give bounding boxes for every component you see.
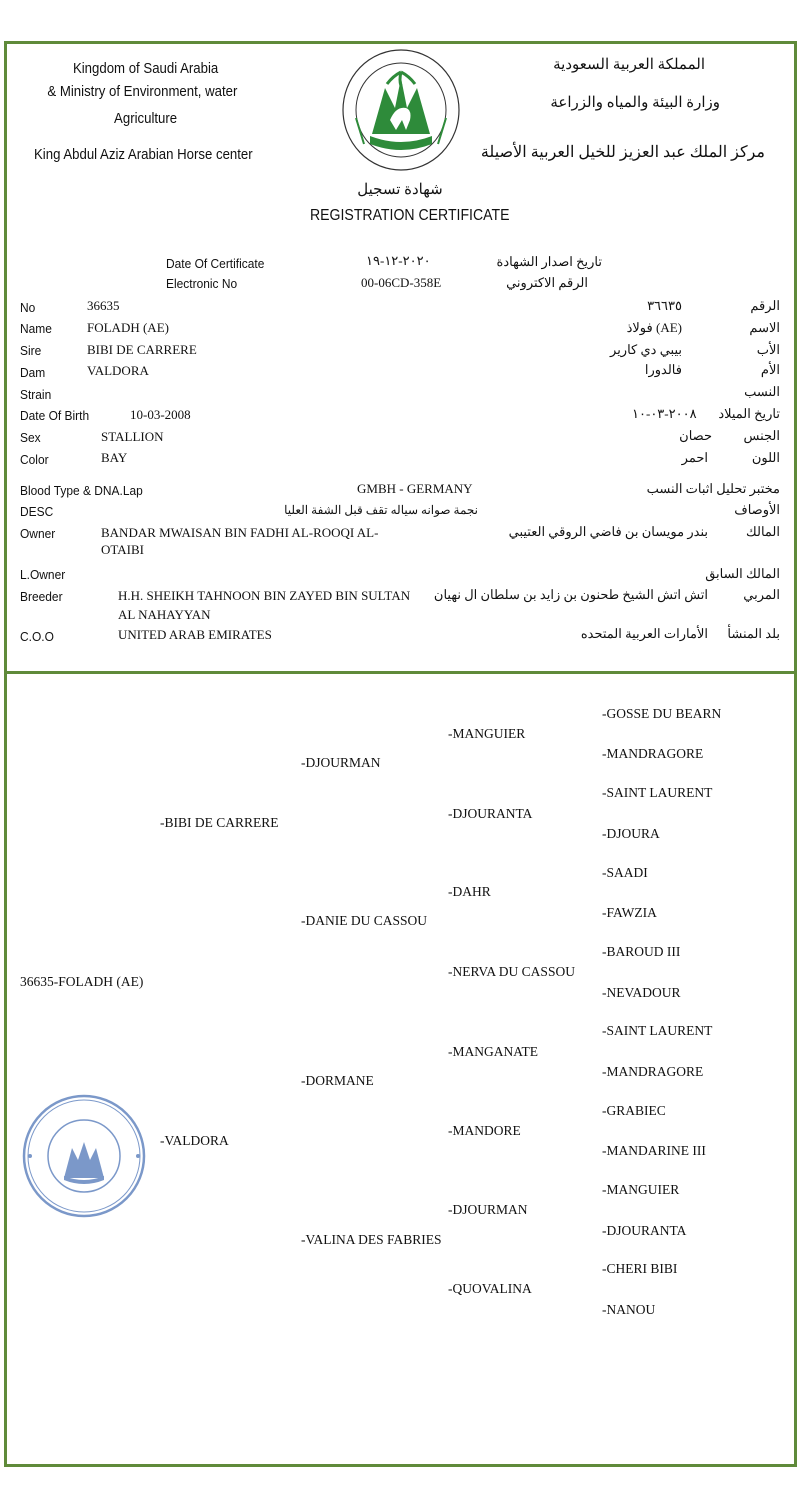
no-value: 36635: [87, 298, 120, 313]
pedigree-gen3-item: -NERVA DU CASSOU: [448, 964, 575, 979]
pedigree-gen3-item: -MANDORE: [448, 1123, 521, 1138]
desc-label: DESC: [20, 504, 54, 519]
breeder-label: Breeder: [20, 589, 63, 604]
breeder-label-ar: المربي: [743, 587, 780, 602]
pedigree-gen1-item: -BIBI DE CARRERE: [160, 815, 279, 830]
color-value: BAY: [101, 450, 128, 465]
pedigree-gen4-item: -DJOURANTA: [602, 1223, 687, 1238]
header-en-line2: & Ministry of Environment, water: [47, 83, 238, 100]
pedigree-gen4-item: -MANGUIER: [602, 1182, 680, 1197]
dam-label-ar: الأم: [760, 362, 780, 377]
pedigree-gen2-item: -DORMANE: [301, 1073, 374, 1088]
lowner-label: L.Owner: [20, 567, 66, 582]
header-ar-line2: وزارة البيئة والمياه والزراعة: [550, 95, 720, 111]
pedigree-gen3-item: -MANGUIER: [448, 726, 526, 741]
date-label: Date Of Certificate: [166, 256, 265, 271]
breeder-value-line1: H.H. SHEIKH TAHNOON BIN ZAYED BIN SULTAN: [118, 588, 411, 603]
header-ar-line1: المملكة العربية السعودية: [553, 57, 705, 73]
enum-value: 00-06CD-358E: [361, 275, 442, 290]
owner-value-line2: OTAIBI: [101, 542, 145, 557]
breeder-value-line2: AL NAHAYYAN: [118, 607, 211, 622]
title-en: REGISTRATION CERTIFICATE: [310, 207, 510, 224]
registry-stamp-icon: [20, 1092, 148, 1220]
blood-value: GMBH - GERMANY: [357, 481, 473, 496]
no-label: No: [20, 300, 36, 315]
owner-value-line1: BANDAR MWAISAN BIN FADHI AL-ROOQI AL-: [101, 525, 379, 540]
title-ar: شهادة تسجيل: [357, 182, 443, 198]
dam-value: VALDORA: [87, 363, 149, 378]
header-en-center: King Abdul Aziz Arabian Horse center: [34, 146, 253, 163]
coo-value-ar: الأمارات العربية المتحده: [580, 626, 708, 641]
pedigree-gen4-item: -MANDRAGORE: [602, 746, 704, 761]
pedigree-horse: 36635-FOLADH (AE): [20, 974, 144, 989]
coo-label-ar: بلد المنشأ: [727, 626, 780, 641]
sire-label: Sire: [20, 343, 42, 358]
pedigree-gen1-item: -VALDORA: [160, 1133, 229, 1148]
header-en-line1: Kingdom of Saudi Arabia: [72, 60, 219, 77]
pedigree-gen4-item: -FAWZIA: [602, 905, 657, 920]
strain-label-ar: النسب: [744, 384, 780, 399]
coo-value: UNITED ARAB EMIRATES: [118, 627, 272, 642]
date-value: ٢٠٢٠-١٢-١٩: [366, 253, 431, 268]
sex-label-ar: الجنس: [743, 428, 780, 443]
sex-label: Sex: [20, 430, 41, 445]
header-en-line3: Agriculture: [114, 110, 178, 127]
pedigree-gen2-item: -VALINA DES FABRIES: [301, 1232, 442, 1247]
sire-value: BIBI DE CARRERE: [87, 342, 197, 357]
dob-value: 10-03-2008: [130, 407, 191, 422]
dob-value-ar: ٢٠٠٨-٠٣-١٠: [632, 406, 697, 421]
header-ar-center: مركز الملك عبد العزيز للخيل العربية الأصيلة: [480, 144, 765, 161]
color-label-ar: اللون: [751, 450, 780, 465]
pedigree-gen4-item: -MANDRAGORE: [602, 1064, 704, 1079]
pedigree-gen4-item: -GRABIEC: [602, 1103, 666, 1118]
pedigree-gen4-item: -GOSSE DU BEARN: [602, 706, 722, 721]
dam-label: Dam: [20, 365, 46, 380]
owner-value-ar: بندر مويسان بن فاضي الروقي العتيبي: [508, 524, 708, 539]
owner-label-ar: المالك: [746, 524, 780, 539]
color-value-ar: احمر: [681, 450, 708, 465]
blood-label: Blood Type & DNA.Lap: [20, 483, 143, 498]
pedigree-gen4-item: -CHERI BIBI: [602, 1261, 678, 1276]
lowner-label-ar: المالك السابق: [705, 566, 780, 581]
no-value-ar: ٣٦٦٣٥: [647, 298, 682, 313]
sire-label-ar: الأب: [756, 342, 780, 357]
pedigree-gen2-item: -DANIE DU CASSOU: [301, 913, 428, 928]
desc-label-ar: الأوصاف: [734, 502, 780, 517]
pedigree-gen4-item: -BAROUD III: [602, 944, 681, 959]
owner-label: Owner: [20, 526, 56, 541]
blood-label-ar: مختبر تحليل اثبات النسب: [646, 481, 780, 496]
pedigree-gen3-item: -DAHR: [448, 884, 491, 899]
breeder-value-ar: اتش اتش الشيخ طحنون بن زايد بن سلطان ال نهيان: [433, 587, 708, 602]
pedigree-gen4-item: -NANOU: [602, 1302, 656, 1317]
color-label: Color: [20, 452, 49, 467]
pedigree-gen4-item: -DJOURA: [602, 826, 660, 841]
name-label: Name: [20, 321, 52, 336]
pedigree-gen4-item: -MANDARINE III: [602, 1143, 706, 1158]
date-label-ar: تاريخ اصدار الشهادة: [496, 254, 602, 269]
name-value: FOLADH (AE): [87, 320, 169, 335]
sex-value: STALLION: [101, 429, 164, 444]
pedigree-gen3-item: -QUOVALINA: [448, 1281, 532, 1296]
name-value-ar: (AE) فولاذ: [626, 320, 682, 335]
enum-label: Electronic No: [166, 276, 238, 291]
desc-value-ar: نجمة صوانه سياله تقف قبل الشفة العليا: [284, 503, 478, 517]
pedigree-gen4-item: -SAADI: [602, 865, 648, 880]
pedigree-gen4-item: -SAINT LAURENT: [602, 1023, 713, 1038]
pedigree-gen2-item: -DJOURMAN: [301, 755, 381, 770]
pedigree-gen3-item: -DJOURMAN: [448, 1202, 528, 1217]
dam-value-ar: فالدورا: [644, 362, 682, 377]
pedigree-gen4-item: -NEVADOUR: [602, 985, 681, 1000]
dob-label: Date Of Birth: [20, 408, 90, 423]
no-label-ar: الرقم: [750, 298, 780, 313]
dob-label-ar: تاريخ الميلاد: [718, 406, 780, 421]
name-label-ar: الاسم: [749, 320, 780, 335]
coo-label: C.O.O: [20, 629, 54, 644]
ministry-logo-icon: [340, 48, 462, 178]
pedigree-gen4-item: -SAINT LAURENT: [602, 785, 713, 800]
sire-value-ar: بيبي دي كارير: [610, 342, 682, 357]
sex-value-ar: حصان: [679, 428, 712, 443]
pedigree-gen3-item: -DJOURANTA: [448, 806, 533, 821]
enum-label-ar: الرقم الاكتروني: [506, 275, 588, 290]
pedigree-gen3-item: -MANGANATE: [448, 1044, 538, 1059]
strain-label: Strain: [20, 387, 52, 402]
